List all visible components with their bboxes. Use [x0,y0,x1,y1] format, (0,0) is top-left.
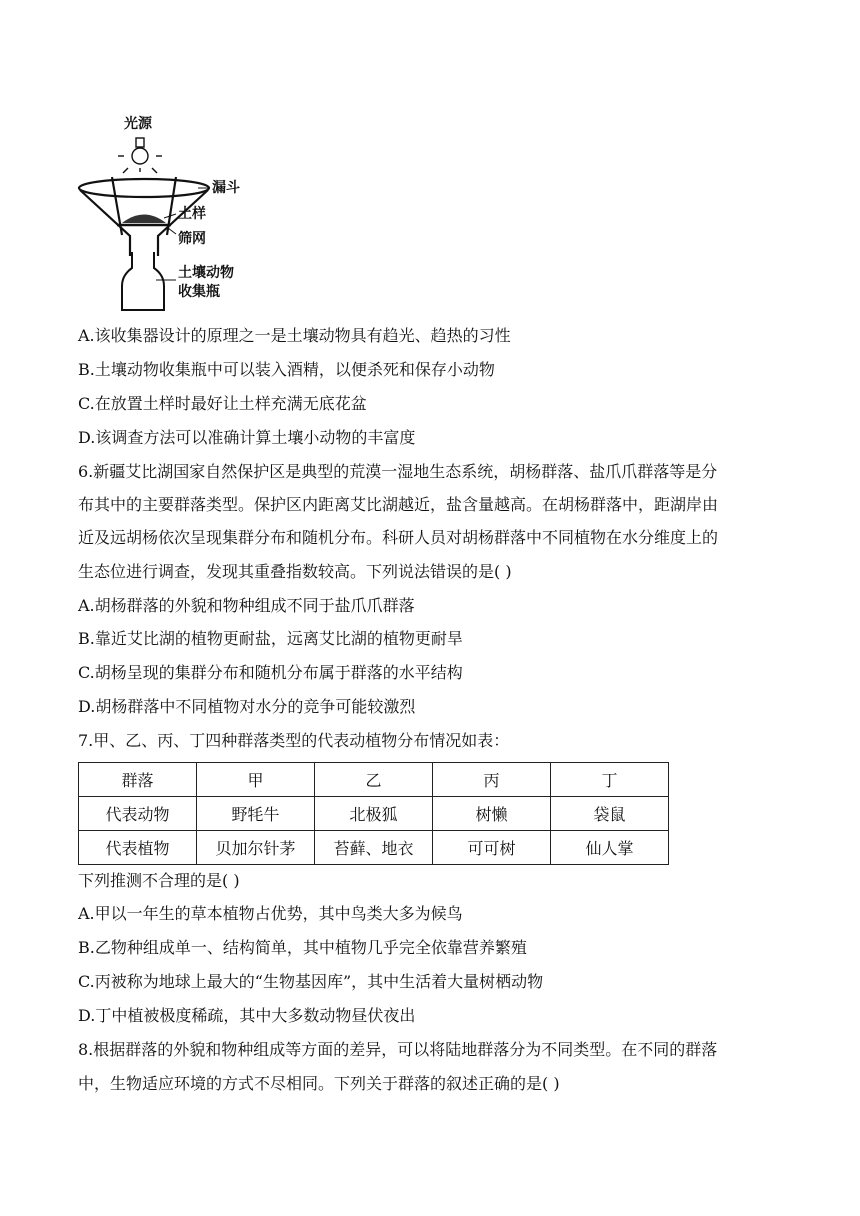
q6-option-b: B.靠近艾比湖的植物更耐盐，远离艾比湖的植物更耐旱 [78,629,463,648]
q8-stem-line: 8.根据群落的外貌和物种组成等方面的差异，可以将陆地群落分为不同类型。在不同的群落 [78,1040,718,1059]
funnel-label: 漏斗 [212,180,240,196]
bottle-label-line2: 收集瓶 [178,284,220,300]
table-cell: 群落 [79,763,197,797]
table-cell: 甲 [197,763,315,797]
table-cell: 树懒 [433,797,551,831]
table-cell: 野牦牛 [197,797,315,831]
q7-prompt: 下列推测不合理的是( ) [78,871,240,890]
soil-animal-collector-diagram [72,110,262,315]
q6-option-c: C.胡杨呈现的集群分布和随机分布属于群落的水平结构 [78,663,463,682]
q5-option-b: B.土壤动物收集瓶中可以装入酒精，以便杀死和保存小动物 [78,360,495,379]
soil-sample-shape [122,215,166,224]
q6-stem-line: 近及远胡杨依次呈现集群分布和随机分布。科研人员对胡杨群落中不同植物在水分维度上的 [78,528,719,547]
table-row [79,763,669,797]
collection-bottle-shape [122,252,164,310]
table-cell: 丙 [433,763,551,797]
q7-option-b: B.乙物种组成单一、结构简单，其中植物几乎完全依靠营养繁殖 [78,938,527,957]
soil-sample-label: 土样 [178,206,206,222]
table-row [79,831,669,865]
sieve-label: 筛网 [178,231,206,247]
community-table [78,762,669,865]
table-cell: 北极狐 [315,797,433,831]
table-cell: 代表动物 [79,797,197,831]
bottle-label-line1: 土壤动物 [178,265,234,281]
light-source-label: 光源 [124,116,152,132]
collector-drawing [72,110,262,315]
table-cell: 袋鼠 [551,797,669,831]
table-row [79,797,669,831]
q5-option-d: D.该调查方法可以准确计算土壤小动物的丰富度 [78,428,416,447]
q7-option-a: A.甲以一年生的草本植物占优势，其中鸟类大多为候鸟 [78,904,463,923]
q7-option-c: C.丙被称为地球上最大的“生物基因库”，其中生活着大量树栖动物 [78,972,544,991]
table-cell: 贝加尔针茅 [197,831,315,865]
light-bulb-icon [118,138,162,173]
table-cell: 丁 [551,763,669,797]
q6-stem-line: 6.新疆艾比湖国家自然保护区是典型的荒漠一湿地生态系统，胡杨群落、盐爪爪群落等是分 [78,462,718,481]
q6-stem-line: 生态位进行调查，发现其重叠指数较高。下列说法错误的是( ) [78,562,512,581]
q5-option-a: A.该收集器设计的原理之一是土壤动物具有趋光、趋热的习性 [78,326,511,345]
q6-option-d: D.胡杨群落中不同植物对水分的竞争可能较激烈 [78,697,416,716]
q5-option-c: C.在放置土样时最好让土样充满无底花盆 [78,394,367,413]
q6-option-a: A.胡杨群落的外貌和物种组成不同于盐爪爪群落 [78,596,415,615]
table-cell: 乙 [315,763,433,797]
table-cell: 可可树 [433,831,551,865]
q7-stem: 7.甲、乙、丙、丁四种群落类型的代表动植物分布情况如表： [78,731,510,750]
q6-stem-line: 布其中的主要群落类型。保护区内距离艾比湖越近，盐含量越高。在胡杨群落中，距湖岸由 [78,495,719,514]
table-cell: 苔藓、地衣 [315,831,433,865]
table-cell: 仙人掌 [551,831,669,865]
q7-option-d: D.丁中植被极度稀疏，其中大多数动物昼伏夜出 [78,1006,416,1025]
table-cell: 代表植物 [79,831,197,865]
q8-stem-line: 中，生物适应环境的方式不尽相同。下列关于群落的叙述正确的是( ) [78,1074,560,1093]
